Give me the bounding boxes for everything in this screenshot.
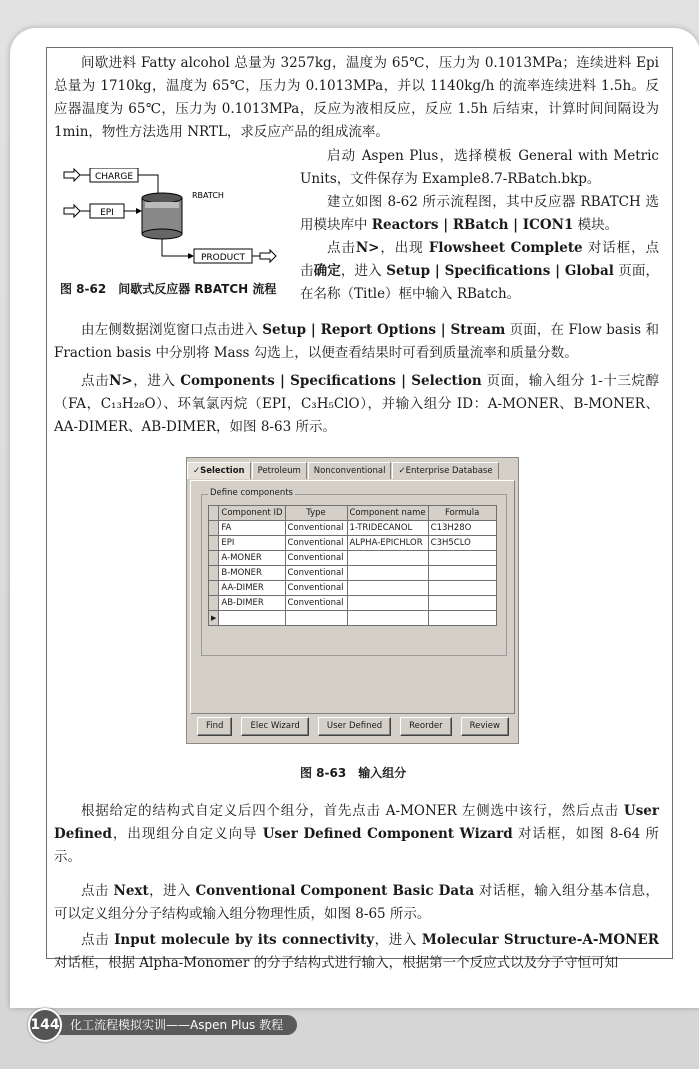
table-row[interactable] bbox=[209, 581, 497, 596]
text-run: 由左侧数据浏览窗口点击进入 bbox=[81, 322, 263, 338]
menu-path: Reactors | RBatch | ICON1 bbox=[371, 217, 574, 233]
component-name-cell[interactable]: ALPHA-EPICHLOR bbox=[347, 536, 428, 551]
table-row[interactable] bbox=[209, 521, 497, 536]
components-table bbox=[208, 505, 497, 626]
component-id-cell[interactable]: B-MONER bbox=[219, 566, 285, 581]
tab-selection[interactable]: ✓Selection bbox=[187, 462, 251, 479]
text-run: 建立如图 8-62 所示流程图，其中反应器 RBATCH 选用模块库中 bbox=[300, 194, 659, 233]
text-run: 页面，在 Flow basis 和 Fraction basis 中分别将 Mass 勾选上，以便查看结果时可看到质量流率和质量分数。 bbox=[54, 322, 659, 361]
rbatch-reactor-icon bbox=[142, 191, 224, 239]
column-header: Component ID bbox=[219, 506, 285, 521]
reorder-button[interactable]: Reorder bbox=[400, 717, 451, 736]
page-number: 144 bbox=[28, 1008, 62, 1042]
type-cell[interactable]: Conventional bbox=[285, 536, 347, 551]
menu-path: Setup | Specifications | Global bbox=[386, 263, 614, 279]
row-selector[interactable] bbox=[209, 581, 219, 596]
component-name-cell[interactable] bbox=[347, 581, 428, 596]
menu-path: Setup | Report Options | Stream bbox=[262, 322, 506, 338]
button-name: Next bbox=[113, 883, 149, 899]
next-paragraph bbox=[54, 880, 659, 926]
tab-nonconventional[interactable]: Nonconventional bbox=[308, 462, 392, 479]
text-run: ，进入 bbox=[374, 932, 422, 948]
row-selector-header bbox=[209, 506, 219, 521]
row-selector[interactable] bbox=[209, 536, 219, 551]
tab-petroleum[interactable]: Petroleum bbox=[252, 462, 307, 479]
menu-path: Components | Specifications | Selection bbox=[180, 373, 482, 389]
user-defined-button[interactable]: User Defined bbox=[318, 717, 391, 736]
column-header: Formula bbox=[428, 506, 496, 521]
component-id-cell[interactable]: FA bbox=[219, 521, 285, 536]
column-header: Type bbox=[285, 506, 347, 521]
reactor-label: RBATCH bbox=[192, 191, 224, 200]
report-options-paragraph bbox=[54, 319, 659, 365]
button-name: User Defined bbox=[54, 803, 659, 842]
type-cell[interactable]: Conventional bbox=[285, 596, 347, 611]
find-button[interactable]: Find bbox=[197, 717, 232, 736]
button-name: 确定 bbox=[313, 263, 341, 279]
dialog-button-bar bbox=[197, 717, 509, 736]
product-label: PRODUCT bbox=[200, 253, 246, 263]
type-cell[interactable]: Conventional bbox=[285, 551, 347, 566]
text-run: ，出现 bbox=[379, 240, 429, 256]
side-paragraph-3 bbox=[300, 237, 659, 306]
component-name-cell[interactable] bbox=[347, 611, 428, 626]
side-paragraph-2 bbox=[300, 191, 659, 237]
group-title: Define components bbox=[210, 488, 293, 498]
review-button[interactable]: Review bbox=[461, 717, 509, 736]
components-paragraph bbox=[54, 370, 659, 439]
text-run: 点击 bbox=[81, 373, 110, 389]
dialog-name: Flowsheet Complete bbox=[428, 240, 583, 256]
figure-8-63-caption: 图 8-63 输入组分 bbox=[300, 766, 407, 780]
text-run: 对话框，如图 8-64 所示。 bbox=[54, 826, 659, 865]
dialog-name: User Defined Component Wizard bbox=[262, 826, 513, 842]
table-row-new[interactable] bbox=[209, 611, 497, 626]
table-row[interactable] bbox=[209, 596, 497, 611]
type-cell[interactable]: Conventional bbox=[285, 581, 347, 596]
rbatch-flowsheet bbox=[60, 168, 290, 268]
row-selector[interactable] bbox=[209, 551, 219, 566]
side-paragraph-1: 启动 Aspen Plus，选择模板 General with Metric Units，文件保存为 Example8.7-RBatch.bkp。 bbox=[300, 148, 659, 187]
dialog-name: Molecular Structure-A-MONER bbox=[421, 932, 659, 948]
text-run: ，出现组分自定义向导 bbox=[111, 826, 263, 842]
row-selector[interactable] bbox=[209, 566, 219, 581]
components-selection-dialog bbox=[186, 457, 519, 744]
elec-wizard-button[interactable]: Elec Wizard bbox=[241, 717, 308, 736]
text-run: ，进入 bbox=[340, 263, 387, 279]
text-run: 点击 bbox=[327, 240, 356, 256]
text-run: 对话框，输入组分基本信息，可以定义组分分子结构或输入组分物理性质，如图 8-65 所示。 bbox=[54, 883, 660, 922]
component-id-cell[interactable]: AB-DIMER bbox=[219, 596, 285, 611]
figure-8-62-caption: 图 8-62 间歇式反应器 RBATCH 流程 bbox=[60, 282, 277, 296]
text-run: 根据给定的结构式自定义后四个组分，首先点击 A-MONER 左侧选中该行，然后点击 bbox=[81, 803, 624, 819]
component-name-cell[interactable] bbox=[347, 566, 428, 581]
tab-bar bbox=[187, 462, 500, 480]
formula-cell[interactable] bbox=[428, 581, 496, 596]
next-icon: N> bbox=[355, 240, 380, 256]
text-run: 页面，在名称（Title）框中输入 RBatch。 bbox=[300, 263, 660, 302]
component-id-cell[interactable] bbox=[219, 611, 285, 626]
tab-enterprise-database[interactable]: ✓Enterprise Database bbox=[392, 462, 498, 479]
epi-label: EPI bbox=[100, 208, 114, 218]
component-id-cell[interactable]: A-MONER bbox=[219, 551, 285, 566]
formula-cell[interactable] bbox=[428, 566, 496, 581]
component-name-cell[interactable] bbox=[347, 596, 428, 611]
formula-cell[interactable] bbox=[428, 551, 496, 566]
molecule-paragraph bbox=[54, 929, 659, 975]
type-cell[interactable] bbox=[285, 611, 347, 626]
new-row-marker-icon[interactable]: ▶ bbox=[209, 611, 219, 626]
column-header: Component name bbox=[347, 506, 428, 521]
text-run: ，进入 bbox=[132, 373, 181, 389]
component-id-cell[interactable]: EPI bbox=[219, 536, 285, 551]
formula-cell[interactable]: C13H28O bbox=[428, 521, 496, 536]
formula-cell[interactable] bbox=[428, 596, 496, 611]
text-run: 点击 bbox=[81, 883, 114, 899]
text-run: 页面，输入组分 1-十三烷醇（FA，C₁₃H₂₈O）、环氧氯丙烷（EPI，C₃H₅ClO），并输入组分 ID：A-MONER、B-MONER、AA-DIMER、AB-DIMER，如图 8-63 所示。 bbox=[54, 373, 660, 435]
user-defined-paragraph bbox=[54, 800, 659, 869]
text-run: 点击 bbox=[81, 932, 115, 948]
charge-label: CHARGE bbox=[94, 172, 134, 182]
epi-stream bbox=[64, 204, 142, 218]
text-run: ，进入 bbox=[148, 883, 196, 899]
page-footer bbox=[28, 1012, 297, 1038]
type-cell[interactable]: Conventional bbox=[285, 521, 347, 536]
product-stream bbox=[162, 239, 276, 263]
flowsheet-figure bbox=[60, 168, 290, 268]
book-title: 化工流程模拟实训——Aspen Plus 教程 bbox=[54, 1015, 297, 1035]
formula-cell[interactable] bbox=[428, 611, 496, 626]
text-run: 对话框，根据 Alpha-Monomer 的分子结构式进行输入，根据第一个反应式以及分子守恒可知 bbox=[54, 955, 619, 971]
table-row[interactable] bbox=[209, 566, 497, 581]
text-run: 模块。 bbox=[573, 217, 619, 233]
table-row[interactable] bbox=[209, 536, 497, 551]
define-components-group bbox=[201, 488, 507, 656]
tab-panel bbox=[190, 480, 515, 714]
text-run: 对话框，点击 bbox=[300, 240, 659, 279]
button-name: Input molecule by its connectivity bbox=[114, 932, 375, 948]
next-icon: N> bbox=[109, 373, 133, 389]
component-name-cell[interactable] bbox=[347, 551, 428, 566]
component-id-cell[interactable]: AA-DIMER bbox=[219, 581, 285, 596]
type-cell[interactable]: Conventional bbox=[285, 566, 347, 581]
row-selector[interactable] bbox=[209, 521, 219, 536]
table-header-row bbox=[209, 506, 497, 521]
table-row[interactable] bbox=[209, 551, 497, 566]
row-selector[interactable] bbox=[209, 596, 219, 611]
formula-cell[interactable]: C3H5CLO bbox=[428, 536, 496, 551]
dialog-name: Conventional Component Basic Data bbox=[195, 883, 475, 899]
intro-paragraph: 间歇进料 Fatty alcohol 总量为 3257kg，温度为 65℃，压力为 0.1013MPa；连续进料 Epi 总量为 1710kg，温度为 65℃，压力为 0.1013MPa，并以 1140kg/h 的流率连续进料 1.5h。反应器温度为 65℃，压力为 0.1013MPa，反应为液相反应，反应 1.5h 后结束，计算时间间隔设为 1min，物性方法选用 NRTL，求反应产品的组成流率。 bbox=[54, 55, 659, 140]
component-name-cell[interactable]: 1-TRIDECANOL bbox=[347, 521, 428, 536]
